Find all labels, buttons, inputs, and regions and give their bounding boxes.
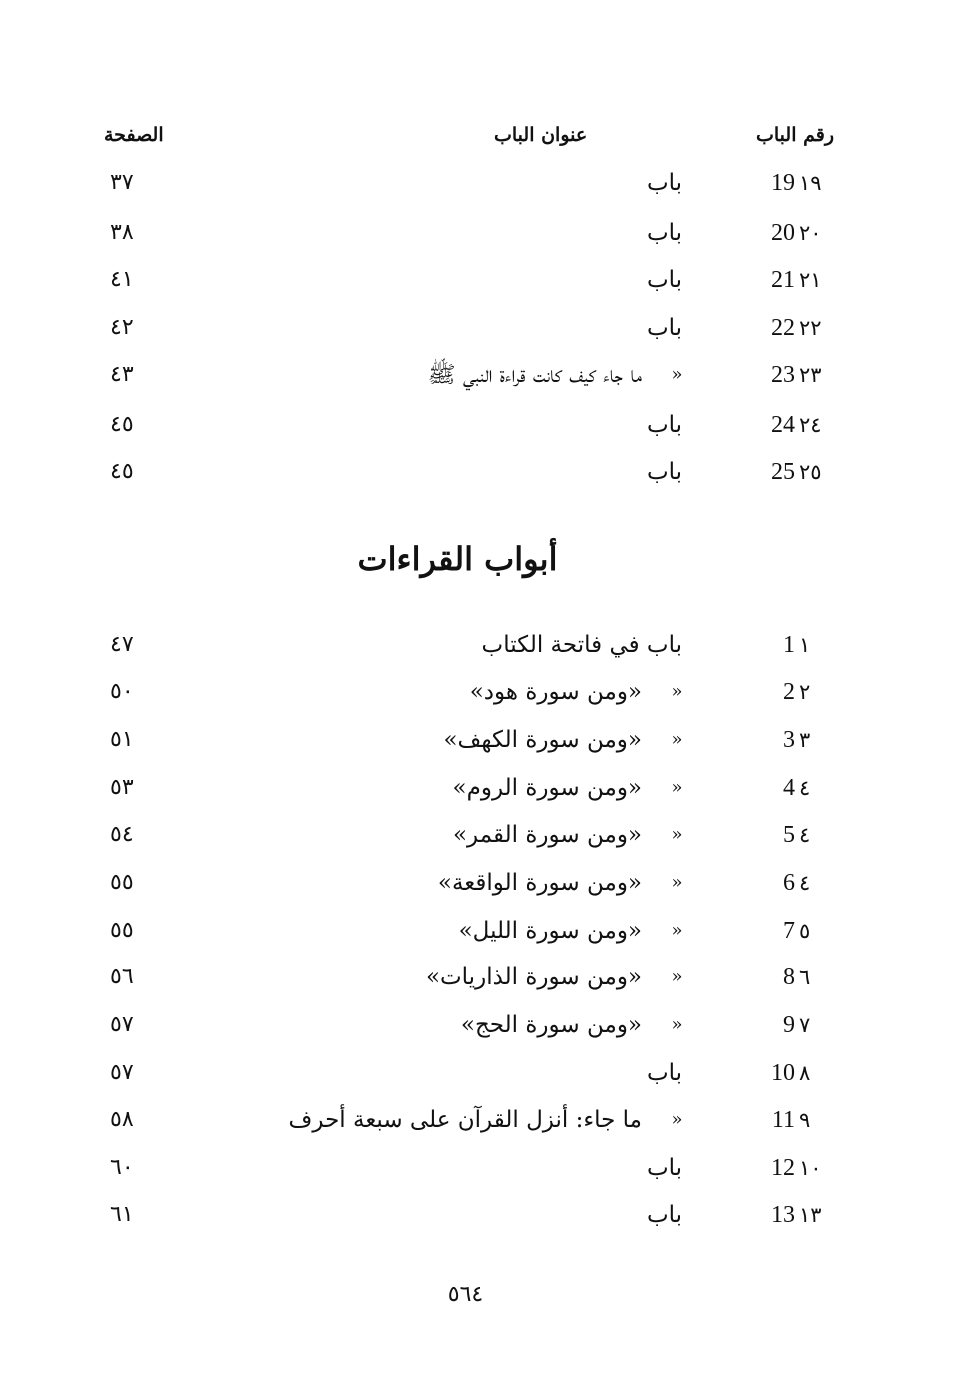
ditto-mark: » bbox=[671, 1109, 683, 1130]
chapter-title: باب bbox=[646, 315, 682, 341]
chapter-number-arabic: ٢٢ bbox=[799, 316, 822, 340]
chapter-number-arabic: ٢١ bbox=[799, 268, 822, 292]
page-reference: ٣٨ bbox=[110, 220, 134, 245]
chapter-title: باب bbox=[646, 267, 682, 293]
toc-row bbox=[0, 410, 955, 450]
chapter-number-arabic: ٢٠ bbox=[799, 221, 822, 245]
ditto-mark: » bbox=[671, 966, 683, 987]
ditto-mark: » bbox=[671, 824, 683, 845]
page-reference: ٥٠ bbox=[110, 679, 134, 704]
ditto-mark: » bbox=[671, 364, 683, 385]
chapter-number-latin: 11 bbox=[771, 1107, 795, 1133]
toc-row bbox=[0, 916, 955, 956]
ditto-mark: » bbox=[671, 729, 683, 750]
chapter-number-arabic: ٥ bbox=[799, 919, 811, 943]
chapter-title: ما جاء كيف كانت قراءة النبي ﷺ bbox=[427, 362, 642, 388]
chapter-number-arabic: ٤ bbox=[799, 776, 811, 800]
chapter-title: باب bbox=[646, 170, 682, 196]
toc-row bbox=[0, 868, 955, 908]
chapter-number-latin: 12 bbox=[771, 1155, 795, 1181]
toc-row bbox=[0, 677, 955, 717]
chapter-title: باب bbox=[646, 220, 682, 246]
page-number-footer bbox=[0, 1282, 955, 1307]
chapter-number-arabic: ١٩ bbox=[799, 171, 822, 195]
page-reference: ٥٦ bbox=[110, 964, 134, 989]
section-heading bbox=[0, 540, 955, 578]
toc-row bbox=[0, 457, 955, 497]
chapter-number-arabic: ١٠ bbox=[799, 1156, 822, 1180]
ditto-mark: » bbox=[671, 920, 683, 941]
chapter-title: باب bbox=[646, 1202, 682, 1228]
page-reference: ٥٨ bbox=[110, 1107, 134, 1132]
chapter-number-arabic: ٨ bbox=[799, 1061, 811, 1085]
chapter-title: «ومن سورة الذاريات» bbox=[425, 964, 642, 990]
chapter-title: «ومن سورة الحج» bbox=[460, 1012, 642, 1038]
ditto-mark: » bbox=[671, 1014, 683, 1035]
chapter-number-latin: 2 bbox=[783, 679, 795, 705]
toc-row bbox=[0, 773, 955, 813]
page-reference: ٥٥ bbox=[110, 918, 134, 943]
chapter-number-arabic: ٢٤ bbox=[799, 413, 822, 437]
chapter-number-arabic: ٤ bbox=[799, 871, 811, 895]
page-reference: ٤٣ bbox=[110, 362, 134, 387]
chapter-number-latin: 23 bbox=[771, 362, 795, 388]
chapter-number-latin: 22 bbox=[771, 315, 795, 341]
chapter-title: باب bbox=[646, 412, 682, 438]
chapter-number-latin: 1 bbox=[783, 632, 795, 658]
toc-row bbox=[0, 820, 955, 860]
toc-row bbox=[0, 1153, 955, 1193]
chapter-number-arabic: ٦ bbox=[799, 965, 811, 989]
column-header-chapter-title: عنوان الباب bbox=[494, 124, 588, 146]
chapter-number-latin: 7 bbox=[783, 918, 795, 944]
toc-row bbox=[0, 1058, 955, 1098]
page-reference: ٥١ bbox=[110, 727, 134, 752]
column-header-chapter-number: رقم الباب bbox=[756, 124, 834, 146]
chapter-number-latin: 25 bbox=[771, 459, 795, 485]
chapter-number-arabic: ١٣ bbox=[799, 1203, 822, 1227]
page-reference: ٥٥ bbox=[110, 870, 134, 895]
ditto-mark: » bbox=[671, 777, 683, 798]
toc-row bbox=[0, 725, 955, 765]
page-reference: ٣٧ bbox=[110, 170, 134, 195]
toc-row bbox=[0, 1010, 955, 1050]
chapter-title: «ومن سورة الروم» bbox=[452, 775, 642, 801]
chapter-number-latin: 6 bbox=[783, 870, 795, 896]
chapter-title: «ومن سورة الكهف» bbox=[443, 727, 642, 753]
chapter-number-arabic: ٢ bbox=[799, 680, 811, 704]
page-reference: ٥٧ bbox=[110, 1012, 134, 1037]
chapter-number-latin: 24 bbox=[771, 412, 795, 438]
page-reference: ٥٤ bbox=[110, 822, 134, 847]
page-reference: ٤٧ bbox=[110, 632, 134, 657]
toc-row bbox=[0, 360, 955, 400]
chapter-title: باب bbox=[646, 459, 682, 485]
chapter-title: «ومن سورة الليل» bbox=[458, 918, 642, 944]
chapter-title: «ومن سورة هود» bbox=[469, 679, 642, 705]
chapter-number-latin: 21 bbox=[771, 267, 795, 293]
page-reference: ٤٥ bbox=[110, 459, 134, 484]
page-reference: ٤١ bbox=[110, 267, 134, 292]
chapter-number-arabic: ٧ bbox=[799, 1013, 811, 1037]
toc-row bbox=[0, 265, 955, 305]
chapter-number-latin: 20 bbox=[771, 220, 795, 246]
ditto-mark: » bbox=[671, 681, 683, 702]
chapter-title: باب bbox=[646, 1155, 682, 1181]
toc-row bbox=[0, 962, 955, 1002]
chapter-title: باب bbox=[646, 1060, 682, 1086]
ditto-mark: » bbox=[671, 872, 683, 893]
chapter-title: «ومن سورة الواقعة» bbox=[437, 870, 642, 896]
toc-row bbox=[0, 1105, 955, 1145]
toc-row bbox=[0, 313, 955, 353]
page-reference: ٦٠ bbox=[110, 1155, 134, 1180]
column-header-page: الصفحة bbox=[104, 124, 164, 146]
chapter-number-latin: 4 bbox=[783, 775, 795, 801]
chapter-title: «ومن سورة القمر» bbox=[452, 822, 642, 848]
page-reference: ٥٧ bbox=[110, 1060, 134, 1085]
page-reference: ٥٣ bbox=[110, 775, 134, 800]
toc-row bbox=[0, 218, 955, 258]
chapter-number-latin: 5 bbox=[783, 822, 795, 848]
page-reference: ٤٢ bbox=[110, 315, 134, 340]
chapter-title: باب في فاتحة الكتاب bbox=[481, 632, 682, 658]
page-reference: ٦١ bbox=[110, 1202, 134, 1227]
chapter-number-latin: 19 bbox=[771, 170, 795, 196]
chapter-number-latin: 9 bbox=[783, 1012, 795, 1038]
page-reference: ٤٥ bbox=[110, 412, 134, 437]
chapter-number-arabic: ٤ bbox=[799, 823, 811, 847]
section-heading-text: أبواب القراءات bbox=[357, 540, 558, 578]
chapter-number-latin: 3 bbox=[783, 727, 795, 753]
chapter-number-latin: 13 bbox=[771, 1202, 795, 1228]
page-number: ٥٦٤ bbox=[447, 1282, 484, 1307]
chapter-number-arabic: ٢٣ bbox=[799, 363, 822, 387]
chapter-number-arabic: ٢٥ bbox=[799, 460, 822, 484]
chapter-number-arabic: ٩ bbox=[799, 1108, 811, 1132]
chapter-number-latin: 8 bbox=[783, 964, 795, 990]
chapter-title: ما جاء: أنزل القرآن على سبعة أحرف bbox=[288, 1107, 642, 1133]
chapter-number-arabic: ١ bbox=[799, 633, 811, 657]
chapter-number-latin: 10 bbox=[771, 1060, 795, 1086]
toc-row bbox=[0, 1200, 955, 1240]
toc-row bbox=[0, 630, 955, 670]
toc-row bbox=[0, 168, 955, 208]
chapter-number-arabic: ٣ bbox=[799, 728, 811, 752]
